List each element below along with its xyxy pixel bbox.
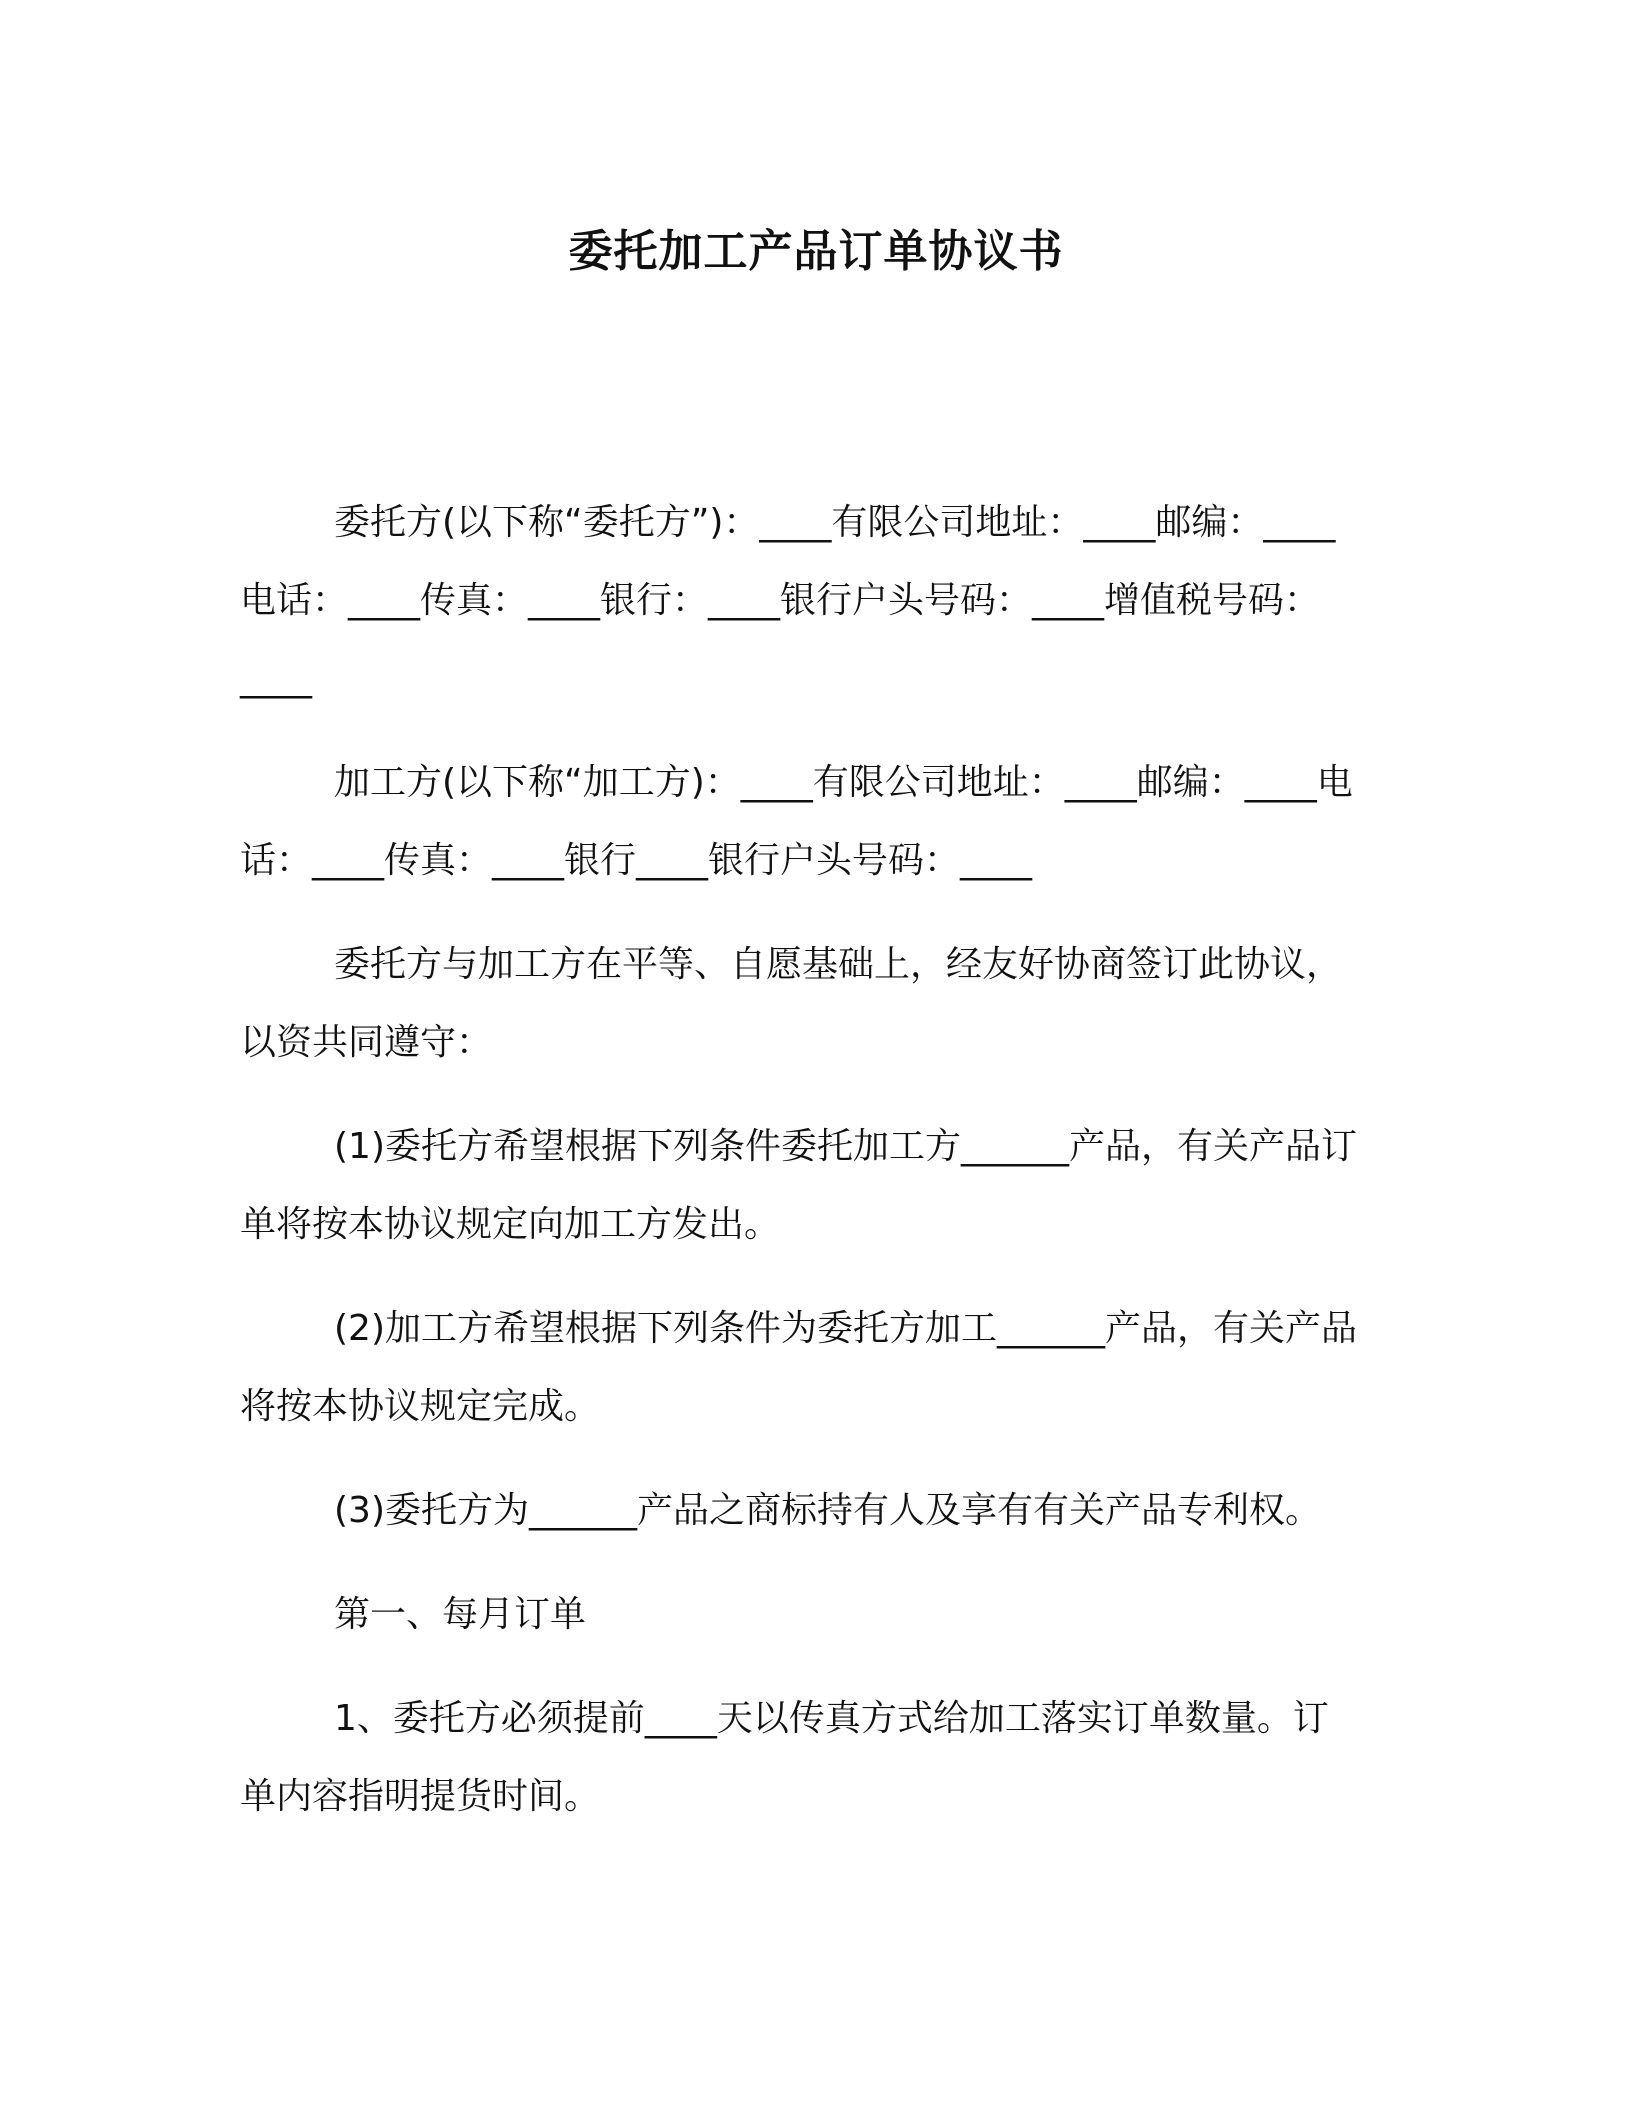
section-1-item-1: 1、委托方必须提前____天以传真方式给加工落实订单数量。订单内容指明提货时间。	[240, 1698, 1329, 1817]
document-title: 委托加工产品订单协议书	[568, 226, 1064, 277]
section-heading-monthly-orders: 第一、每月订单	[334, 1594, 587, 1635]
clause-2: (2)加工方希望根据下列条件为委托方加工______产品，有关产品将按本协议规定完成。	[240, 1308, 1357, 1427]
clause-1: (1)委托方希望根据下列条件委托加工方______产品，有关产品订单将按本协议规定向加工方发出。	[240, 1126, 1357, 1245]
clause-3: (3)委托方为______产品之商标持有人及享有有关产品专利权。	[334, 1490, 1321, 1531]
party-processor-info: 加工方(以下称“加工方)：____有限公司地址：____邮编：____电话：____传真：____银行____银行户头号码：____	[240, 762, 1353, 881]
agreement-preamble: 委托方与加工方在平等、自愿基础上，经友好协商签订此协议，以资共同遵守：	[240, 944, 1343, 1063]
document-body	[240, 484, 1360, 1862]
party-entrusting-info: 委托方(以下称“委托方”)：____有限公司地址：____邮编：____电话：____传真：____银行：____银行户头号码：____增值税号码：____	[240, 502, 1336, 699]
